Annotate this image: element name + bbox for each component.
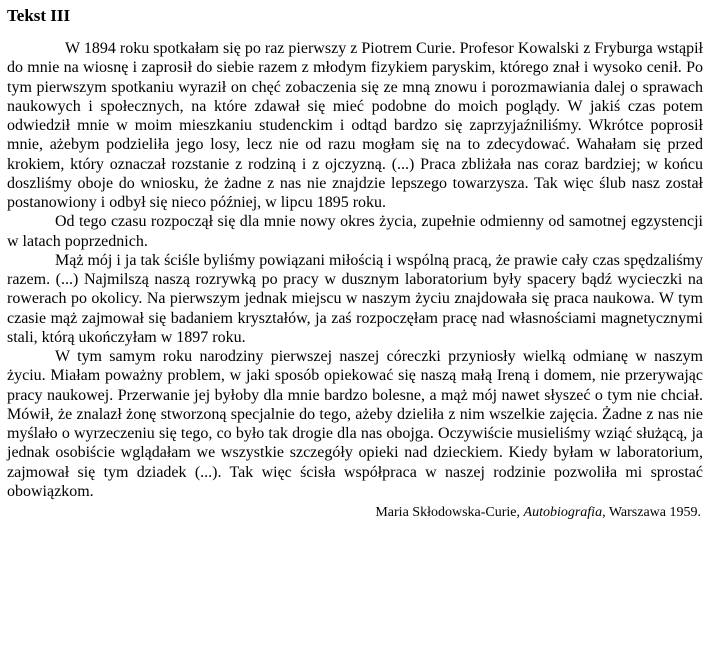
paragraph: Mąż mój i ja tak ściśle byliśmy powiązani miłością i wspólną pracą, że prawie cały czas spędzaliśmy razem. (...) Najmilszą naszą rozrywką po pracy w dusznym laboratorium były spacery bądź wycieczki na rowerach po okolicy. Na pierwszym jednak miejscu w naszym życiu znajdowała się praca naukowa. W tym czasie mąż zajmował się badaniem kryształów, ja zaś rozpoczęłam pracę nad własnościami magnetycznymi stali, którą ukończyłam w 1897 roku. <box>7 251 703 346</box>
document-body <box>7 39 703 501</box>
source-author: Maria Skłodowska-Curie, <box>375 505 524 520</box>
source-work-title: Autobiografia <box>523 505 603 520</box>
source-citation <box>7 504 703 522</box>
paragraph: W tym samym roku narodziny pierwszej naszej córeczki przyniosły wielką odmianę w naszym życiu. Miałam poważny problem, w jaki sposób opiekować się naszą małą Ireną i domem, nie przerywając pracy naukowej. Przerwanie jej byłoby dla mnie bardzo bolesne, a mąż mój nawet słyszeć o tym nie chciał. Mówił, że znalazł żonę stworzoną specjalnie do tego, ażeby dzieliła z nim wszelkie zajęcia. Żadne z nas nie myślało o wyrzeczeniu się tego, co było tak drogie dla nas obojga. Oczywiście musieliśmy wziąć służącą, ja jednak osobiście wglądałam we wszystkie szczegóły opieki nad dzieckiem. Kiedy byłam w laboratorium, zajmował się tym dziadek (...). Tak więc ścisła współpraca w naszej rodzinie pozwoliła mi sprostać obowiązkom. <box>7 348 703 500</box>
paragraph: W 1894 roku spotkałam się po raz pierwszy z Piotrem Curie. Profesor Kowalski z Fryburga wstąpił do mnie na wiosnę i zaprosił do siebie razem z młodym fizykiem paryskim, którego znał i wysoko cenił. Po tym pierwszym spotkaniu wyraził on chęć zobaczenia się ze mną znowu i porozmawiania dalej o sprawach naukowych i społecznych, na które zdawał się mieć podobne do moich poglądy. W jakiś czas potem odwiedził mnie w moim mieszkaniu studenckim i odtąd bardzo się zaprzyjaźniliśmy. Wkrótce poprosił mnie, ażebym podzieliła jego losy, lecz nie od razu mogłam się na to zdecydować. Wahałam się przed krokiem, który oznaczał rozstanie z rodziną i z ojczyzną. (...) Praca zbliżała nas coraz bardziej; w końcu doszliśmy oboje do wniosku, że żadne z nas nie znajdzie lepszego towarzysza. Tak więc ślub nasz został postanowiony i odbył się nieco później, w lipcu 1895 roku. <box>7 40 703 211</box>
document-title: Tekst III <box>7 6 71 25</box>
source-place-year: , Warszawa 1959. <box>602 505 701 520</box>
paragraph: Od tego czasu rozpoczął się dla mnie nowy okres życia, zupełnie odmienny od samotnej egzystencji w latach poprzednich. <box>7 213 703 250</box>
